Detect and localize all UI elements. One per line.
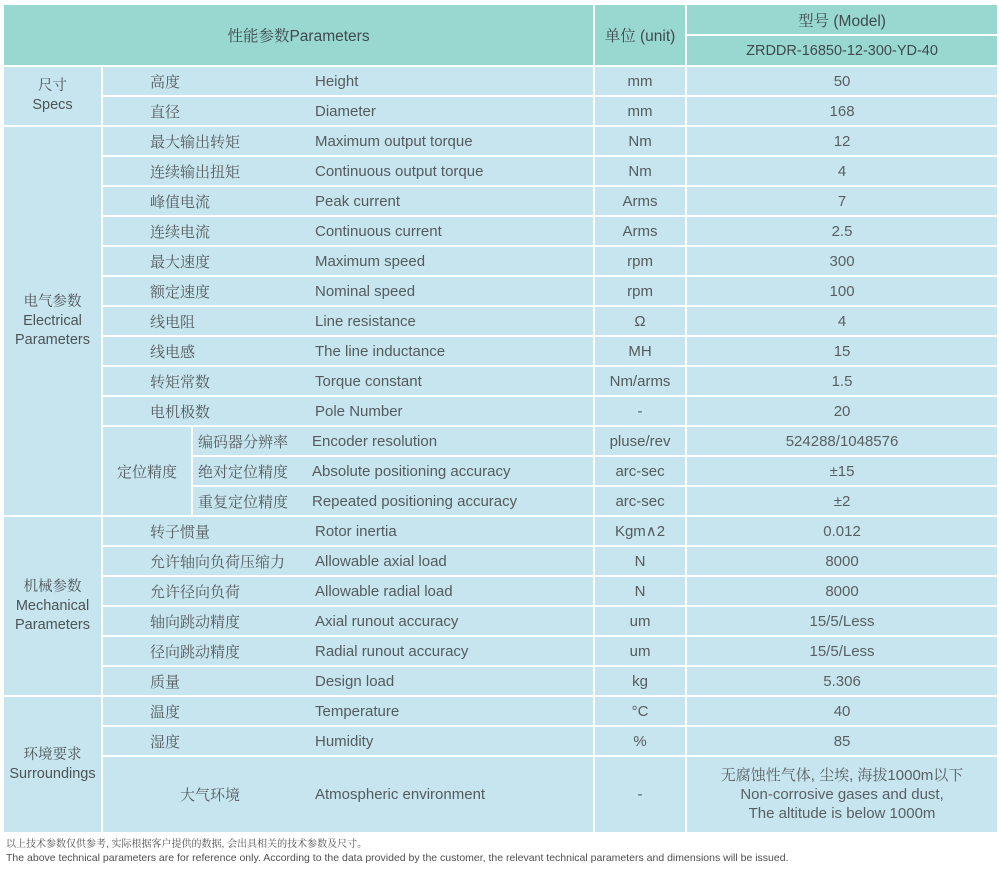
unit-cell: Nm/arms	[594, 366, 686, 396]
param-label-en: Torque constant	[315, 372, 422, 390]
section-label-en: Mechanical Parameters	[15, 597, 90, 633]
param-label-cell	[102, 336, 594, 366]
section-label-cn: 尺寸	[38, 78, 67, 94]
param-label-en: Axial runout accuracy	[315, 612, 459, 630]
param-label-cell	[102, 726, 594, 756]
unit-cell: Nm	[594, 156, 686, 186]
param-label-cell	[102, 246, 594, 276]
row-continuous-output-torque	[3, 156, 998, 186]
value-cell: 5.306	[686, 666, 998, 696]
param-label-cn: 允许径向负荷	[150, 583, 241, 601]
value-cell: 15	[686, 336, 998, 366]
footer-notes	[2, 834, 997, 865]
row-max-output-torque	[3, 126, 998, 156]
param-label-cell	[102, 396, 594, 426]
unit-cell: Arms	[594, 186, 686, 216]
param-label-cell	[102, 276, 594, 306]
footnote-chinese: 以上技术参数仅供参考, 实际根据客户提供的数据, 会出具相关的技术参数及尺寸。	[6, 839, 368, 850]
value-cell: 1.5	[686, 366, 998, 396]
unit-cell: arc-sec	[594, 486, 686, 516]
unit-cell: rpm	[594, 246, 686, 276]
section-label-cn: 电气参数	[23, 293, 82, 310]
param-label-en: Encoder resolution	[312, 432, 438, 450]
value-line: 无腐蚀性气体, 尘埃, 海拔1000m以下	[720, 767, 964, 784]
param-label-en: Nominal speed	[315, 282, 416, 300]
param-label-cell	[192, 426, 594, 456]
param-label-cn: 质量	[150, 673, 181, 691]
value-line: Non-corrosive gases and dust,	[740, 786, 944, 803]
param-label-en: Diameter	[315, 102, 376, 120]
param-label-cn: 高度	[150, 73, 181, 91]
param-label-cn: 额定速度	[150, 283, 211, 301]
param-label-cn: 峰值电流	[150, 193, 211, 211]
row-line-inductance	[3, 336, 998, 366]
section-electrical	[3, 126, 102, 516]
param-label-en: Temperature	[315, 702, 400, 720]
param-label-en: Continuous output torque	[315, 162, 484, 180]
value-cell: 7	[686, 186, 998, 216]
param-label-cn: 连续输出扭矩	[150, 163, 241, 181]
unit-cell: °C	[594, 696, 686, 726]
param-label-en: Maximum output torque	[315, 132, 473, 150]
row-axial-runout-accuracy	[3, 606, 998, 636]
value-cell: 15/5/Less	[686, 606, 998, 636]
value-cell: 20	[686, 396, 998, 426]
section-specs	[3, 66, 102, 126]
param-label-cell	[102, 186, 594, 216]
param-label-cn: 线电阻	[150, 313, 196, 331]
param-label-cn: 最大输出转矩	[150, 133, 241, 151]
header-unit: 单位 (unit)	[594, 4, 686, 66]
unit-cell: um	[594, 636, 686, 666]
param-label-en: Rotor inertia	[315, 522, 397, 540]
header-model: 型号 (Model)	[686, 4, 998, 35]
value-cell	[686, 756, 998, 833]
param-label-cell	[102, 66, 594, 96]
row-allowable-axial-load	[3, 546, 998, 576]
unit-cell: rpm	[594, 276, 686, 306]
unit-cell: kg	[594, 666, 686, 696]
row-design-load	[3, 666, 998, 696]
section-surroundings	[3, 696, 102, 833]
param-label-cell	[102, 636, 594, 666]
section-label-cn: 机械参数	[23, 578, 82, 595]
param-label-en: Allowable axial load	[315, 552, 447, 570]
value-cell: 8000	[686, 546, 998, 576]
value-cell: 300	[686, 246, 998, 276]
unit-cell: MH	[594, 336, 686, 366]
value-cell: 15/5/Less	[686, 636, 998, 666]
value-cell: 524288/1048576	[686, 426, 998, 456]
section-label-en: Electrical Parameters	[15, 312, 90, 348]
param-label-cell	[192, 486, 594, 516]
param-label-en: Peak current	[315, 192, 401, 210]
unit-cell: um	[594, 606, 686, 636]
value-cell: 168	[686, 96, 998, 126]
spec-table	[2, 3, 999, 834]
param-label-en: Maximum speed	[315, 252, 426, 270]
unit-cell: Ω	[594, 306, 686, 336]
param-label-cell	[192, 456, 594, 486]
row-temperature	[3, 696, 998, 726]
unit-cell: %	[594, 726, 686, 756]
value-cell: 4	[686, 156, 998, 186]
value-cell: ±15	[686, 456, 998, 486]
header-row-1	[3, 4, 998, 35]
param-label-cell	[102, 366, 594, 396]
header-model-value: ZRDDR-16850-12-300-YD-40	[686, 35, 998, 66]
value-cell: 12	[686, 126, 998, 156]
param-label-cn: 直径	[150, 103, 181, 121]
row-radial-runout-accuracy	[3, 636, 998, 666]
header-parameters: 性能参数Parameters	[3, 4, 594, 66]
unit-cell: arc-sec	[594, 456, 686, 486]
row-encoder-resolution	[3, 426, 998, 456]
param-label-cn: 温度	[150, 703, 181, 721]
value-cell: 0.012	[686, 516, 998, 546]
param-label-en: Line resistance	[315, 312, 416, 330]
param-label-en: Absolute positioning accuracy	[312, 462, 511, 480]
param-label-cn: 重复定位精度	[198, 493, 289, 511]
row-continuous-current	[3, 216, 998, 246]
param-label-cell	[102, 666, 594, 696]
param-label-cell	[102, 156, 594, 186]
param-label-cn: 径向跳动精度	[150, 643, 241, 661]
row-atmospheric-environment	[3, 756, 998, 833]
unit-cell: -	[594, 396, 686, 426]
param-label-cn: 转子惯量	[150, 523, 211, 541]
unit-cell: N	[594, 546, 686, 576]
param-label-cn: 允许轴向负荷压缩力	[150, 553, 286, 571]
param-label-cn: 绝对定位精度	[198, 463, 289, 481]
row-line-resistance	[3, 306, 998, 336]
value-cell: 40	[686, 696, 998, 726]
row-humidity	[3, 726, 998, 756]
param-label-en: The line inductance	[315, 342, 446, 360]
param-label-cell	[102, 696, 594, 726]
param-label-en: Pole Number	[315, 402, 403, 420]
row-pole-number	[3, 396, 998, 426]
section-label-en: Specs	[32, 97, 73, 113]
param-label-en: Design load	[315, 672, 395, 690]
section-label-cn: 环境要求	[23, 746, 82, 763]
param-label-cell	[102, 756, 594, 833]
param-label-en: Repeated positioning accuracy	[312, 492, 518, 510]
unit-cell: Arms	[594, 216, 686, 246]
row-peak-current	[3, 186, 998, 216]
param-label-cn: 大气环境	[180, 787, 241, 804]
footnote-english: The above technical parameters are for reference only. According to the data provided by the customer, the relevant technical parameters and dimensions will be issued.	[6, 852, 789, 864]
row-maximum-speed	[3, 246, 998, 276]
section-mechanical	[3, 516, 102, 696]
value-cell: 85	[686, 726, 998, 756]
value-cell: 50	[686, 66, 998, 96]
param-label-cell	[102, 546, 594, 576]
param-label-cn: 转矩常数	[150, 373, 211, 391]
row-torque-constant	[3, 366, 998, 396]
unit-cell: Kgm∧2	[594, 516, 686, 546]
row-rotor-inertia	[3, 516, 998, 546]
param-label-cell	[102, 96, 594, 126]
param-label-en: Continuous current	[315, 222, 442, 240]
param-label-cn: 湿度	[150, 733, 181, 751]
param-label-en: Humidity	[315, 732, 374, 750]
value-cell: ±2	[686, 486, 998, 516]
value-line: The altitude is below 1000m	[748, 805, 936, 822]
section-label-en: Surroundings	[9, 765, 96, 782]
param-label-cn: 最大速度	[150, 253, 211, 271]
positioning-accuracy-group-label: 定位精度	[102, 426, 192, 516]
value-cell: 4	[686, 306, 998, 336]
row-height	[3, 66, 998, 96]
unit-cell: mm	[594, 96, 686, 126]
param-label-cell	[102, 126, 594, 156]
value-cell: 2.5	[686, 216, 998, 246]
row-nominal-speed	[3, 276, 998, 306]
param-label-cell	[102, 576, 594, 606]
param-label-cell	[102, 606, 594, 636]
param-label-cell	[102, 306, 594, 336]
value-cell: 8000	[686, 576, 998, 606]
unit-cell: pluse/rev	[594, 426, 686, 456]
param-label-cell	[102, 216, 594, 246]
unit-cell: mm	[594, 66, 686, 96]
value-cell: 100	[686, 276, 998, 306]
param-label-cn: 线电感	[150, 343, 196, 361]
param-label-cn: 连续电流	[150, 223, 211, 241]
param-label-en: Atmospheric environment	[315, 786, 486, 803]
param-label-en: Allowable radial load	[315, 582, 453, 600]
unit-cell: Nm	[594, 126, 686, 156]
param-label-cn: 编码器分辨率	[198, 433, 289, 451]
param-label-cell	[102, 516, 594, 546]
param-label-en: Radial runout accuracy	[315, 642, 469, 660]
param-label-cn: 轴向跳动精度	[150, 613, 241, 631]
row-diameter	[3, 96, 998, 126]
param-label-cn: 电机极数	[150, 403, 211, 421]
unit-cell: -	[594, 756, 686, 833]
row-allowable-radial-load	[3, 576, 998, 606]
unit-cell: N	[594, 576, 686, 606]
param-label-en: Height	[315, 72, 359, 90]
